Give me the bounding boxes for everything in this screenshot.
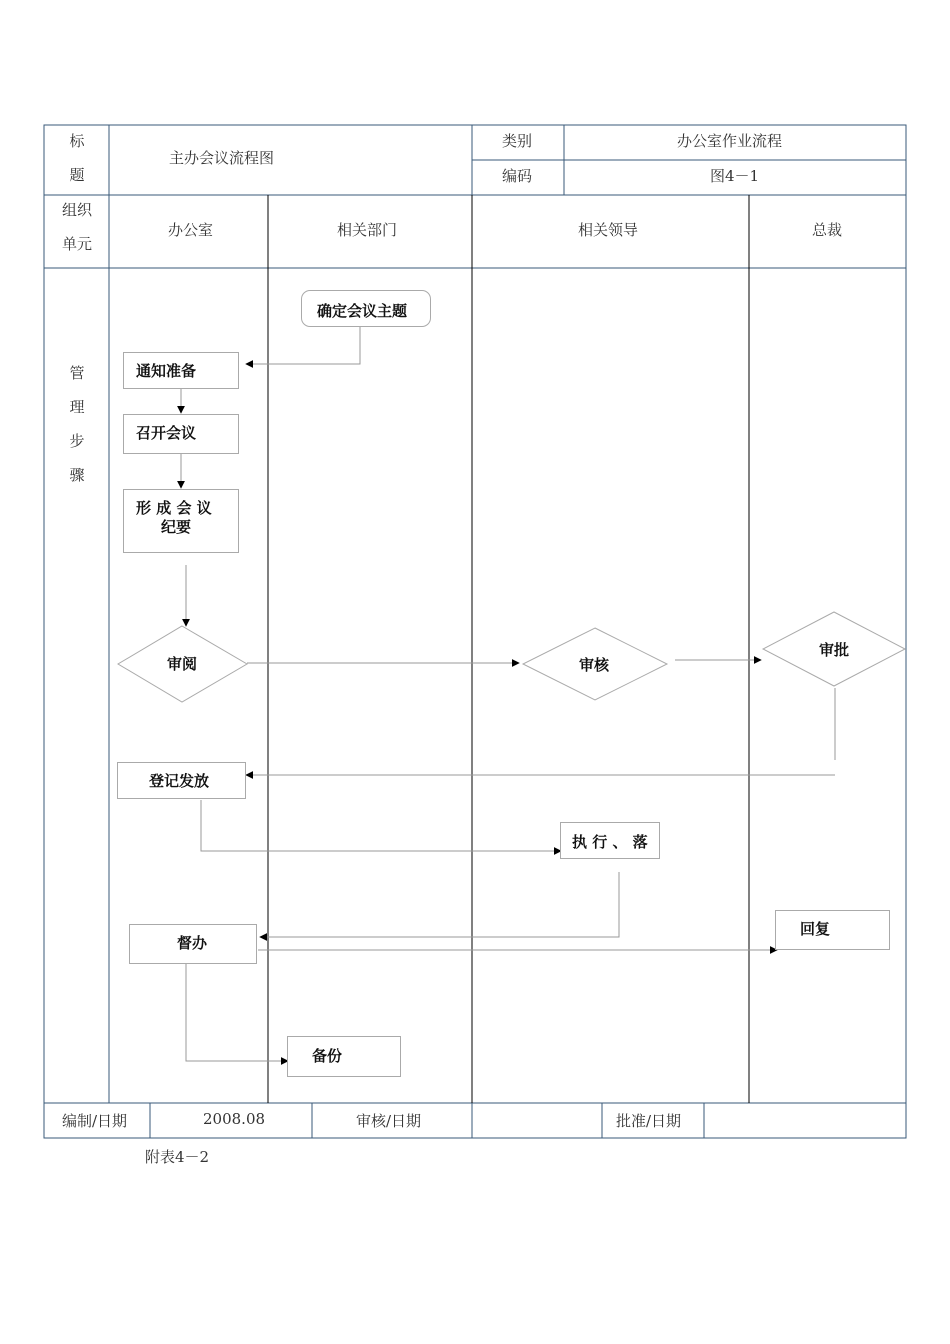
steps-label (67, 356, 87, 492)
attachment-note: 附表4－2 (145, 1148, 210, 1166)
decision-shapes (118, 612, 905, 702)
node-review-read-text: 审阅 (167, 655, 198, 673)
node-backup (287, 1036, 401, 1077)
footer-approved-label: 批准/日期 (616, 1112, 682, 1130)
node-hold-meeting-text: 召开会议 (136, 424, 197, 442)
node-review-check-text: 审核 (579, 656, 610, 674)
title-label-text: 标题 (69, 132, 85, 184)
node-minutes-line2: 纪要 (161, 518, 192, 536)
node-supervise-text: 督办 (177, 934, 208, 952)
category-label: 类别 (502, 132, 533, 150)
unit-label-text: 组织单元 (61, 201, 92, 253)
footer-prepared-label: 编制/日期 (62, 1112, 128, 1130)
node-execute (560, 822, 660, 859)
connectors (181, 327, 835, 1061)
node-minutes-line1: 形 成 会 议 (136, 499, 212, 517)
footer-prepared-value: 2008.08 (203, 1110, 266, 1128)
title-value: 主办会议流程图 (169, 149, 275, 167)
column-office: 办公室 (168, 221, 214, 239)
node-approve-text: 审批 (819, 641, 850, 659)
node-backup-text: 备份 (312, 1047, 343, 1065)
lane-dividers (268, 195, 749, 1103)
column-related-dept: 相关部门 (337, 221, 398, 239)
category-value: 办公室作业流程 (677, 132, 783, 150)
footer-reviewed-label: 审核/日期 (356, 1112, 422, 1130)
node-execute-text: 执 行 、 落 (572, 833, 648, 851)
code-value: 图4－1 (710, 167, 760, 185)
node-register-text: 登记发放 (149, 772, 210, 790)
code-label: 编码 (502, 167, 533, 185)
node-confirm-topic-text: 确定会议主题 (317, 302, 408, 320)
node-reply (775, 910, 890, 950)
node-notify-text: 通知准备 (136, 362, 197, 380)
column-related-leader: 相关领导 (578, 221, 639, 239)
steps-label-text: 管理步骤 (69, 364, 85, 484)
node-reply-text: 回复 (800, 920, 831, 938)
title-label (67, 124, 87, 192)
unit-label (60, 193, 94, 261)
column-president: 总裁 (812, 221, 843, 239)
